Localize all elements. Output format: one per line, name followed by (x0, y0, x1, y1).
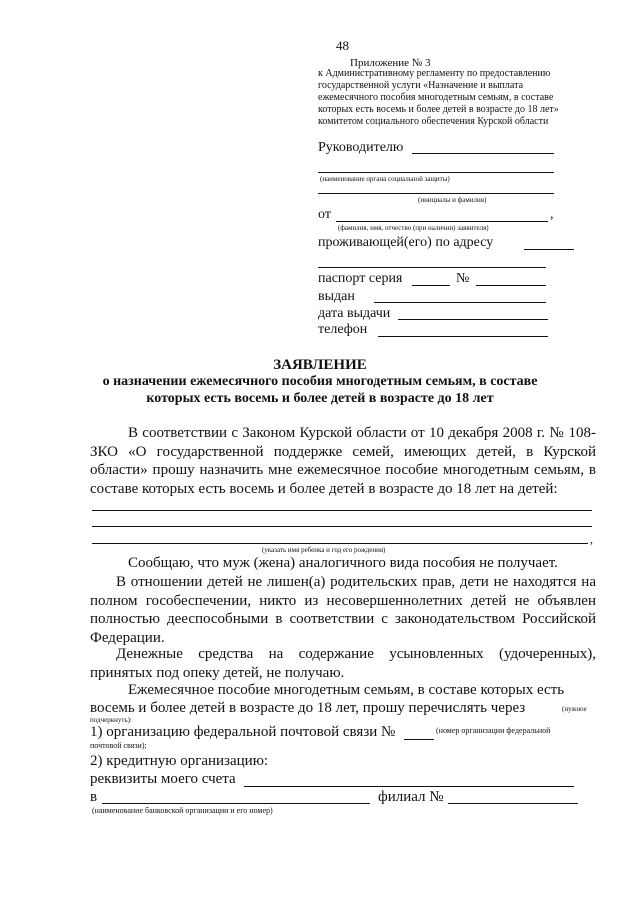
address-line (524, 249, 574, 250)
option-bank: 2) кредитную организацию: (90, 753, 269, 769)
children-line (92, 510, 592, 511)
issue-date-label: дата выдачи (318, 306, 391, 321)
children-caption: (указать имя ребенка и год его рождения) (262, 546, 386, 554)
branch-label: филиал № (378, 789, 444, 805)
from-comma: , (550, 207, 554, 222)
underline-note: (нужное (562, 705, 587, 713)
document-title: ЗАЯВЛЕНИЕ (273, 357, 367, 373)
from-label: от (318, 207, 331, 222)
issued-line (374, 302, 546, 303)
children-line (92, 543, 588, 544)
post-note: почтовой связи); (90, 741, 147, 750)
issued-label: выдан (318, 289, 355, 304)
option-post: 1) организацию федеральной почтовой связи № (90, 724, 396, 740)
paragraph-rights: В отношении детей не лишен(а) родительских прав, дети не находятся на полном гособеспечении, никто из несовершеннолетних детей не объявлен полностью дееспособными в соответствии с законодательством Российской Федерации. (90, 574, 596, 646)
paragraph-transfer-line: восемь и более детей в возрасте до 18 лет, прошу перечислять через (90, 700, 526, 716)
branch-line (448, 803, 578, 804)
paragraph-spouse: Сообщаю, что муж (жена) аналогичного вида пособия не получает. (128, 555, 558, 571)
post-note: (номер организации федеральной (436, 726, 551, 735)
agency-caption: (наименование органа социальной защиты) (320, 175, 450, 183)
initials-line (318, 193, 554, 194)
children-comma: , (590, 532, 593, 546)
bank-prefix: в (90, 789, 98, 805)
appendix-title: Приложение № 3 (350, 57, 431, 69)
passport-number-line (476, 285, 546, 286)
document-subtitle: которых есть восемь и более детей в возрасте до 18 лет (146, 391, 494, 406)
bank-caption: (наименование банковской организации и его номер) (92, 806, 273, 815)
address-line-2 (318, 267, 546, 268)
document-subtitle: о назначении ежемесячного пособия многодетным семьям, в составе (102, 374, 538, 389)
post-number-line (404, 739, 434, 740)
underline-note: подчеркнуть): (90, 716, 132, 724)
account-label: реквизиты моего счета (90, 771, 236, 787)
phone-label: телефон (318, 322, 368, 337)
appendix-line: к Административному регламенту по предоставлению (318, 68, 551, 79)
from-caption: (фамилия, имя, отчество (при наличии) заявителя) (338, 224, 489, 232)
appendix-line: государственной услуги «Назначение и выплата (318, 80, 524, 91)
phone-line (378, 336, 548, 337)
passport-series-line (412, 285, 450, 286)
issue-date-line (398, 319, 548, 320)
initials-caption: (инициалы и фамилия) (418, 196, 487, 204)
appendix-line: комитетом социального обеспечения Курской области (318, 116, 549, 127)
account-line (244, 786, 574, 787)
children-line (92, 526, 592, 527)
number-sign: № (456, 271, 470, 286)
agency-line (318, 172, 554, 173)
paragraph-funds: Денежные средства на содержание усыновленных (удочеренных), принятых под опеку детей, не получаю. (90, 646, 596, 681)
bank-name-line (102, 803, 370, 804)
appendix-line: которых есть восемь и более детей в возрасте до 18 лет» (318, 104, 559, 115)
paragraph-transfer-line: Ежемесячное пособие многодетным семьям, в составе которых есть (128, 682, 565, 698)
appendix-line: ежемесячного пособия многодетным семьям, в составе (318, 92, 554, 103)
passport-label: паспорт серия (318, 271, 403, 286)
page-number: 48 (336, 38, 349, 53)
address-label: проживающей(его) по адресу (318, 235, 494, 250)
to-head-label: Руководителю (318, 140, 404, 155)
head-name-line (412, 153, 554, 154)
from-line (336, 221, 548, 222)
paragraph-request: В соответствии с Законом Курской области от 10 декабря 2008 г. № 108-ЗКО «О государственной поддержке семей, имеющих детей, в Курской области» прошу назначить мне ежемесячное пособие многодетным семьям, в составе которых есть восемь и более детей в возрасте до 18 лет на детей: (90, 425, 596, 497)
